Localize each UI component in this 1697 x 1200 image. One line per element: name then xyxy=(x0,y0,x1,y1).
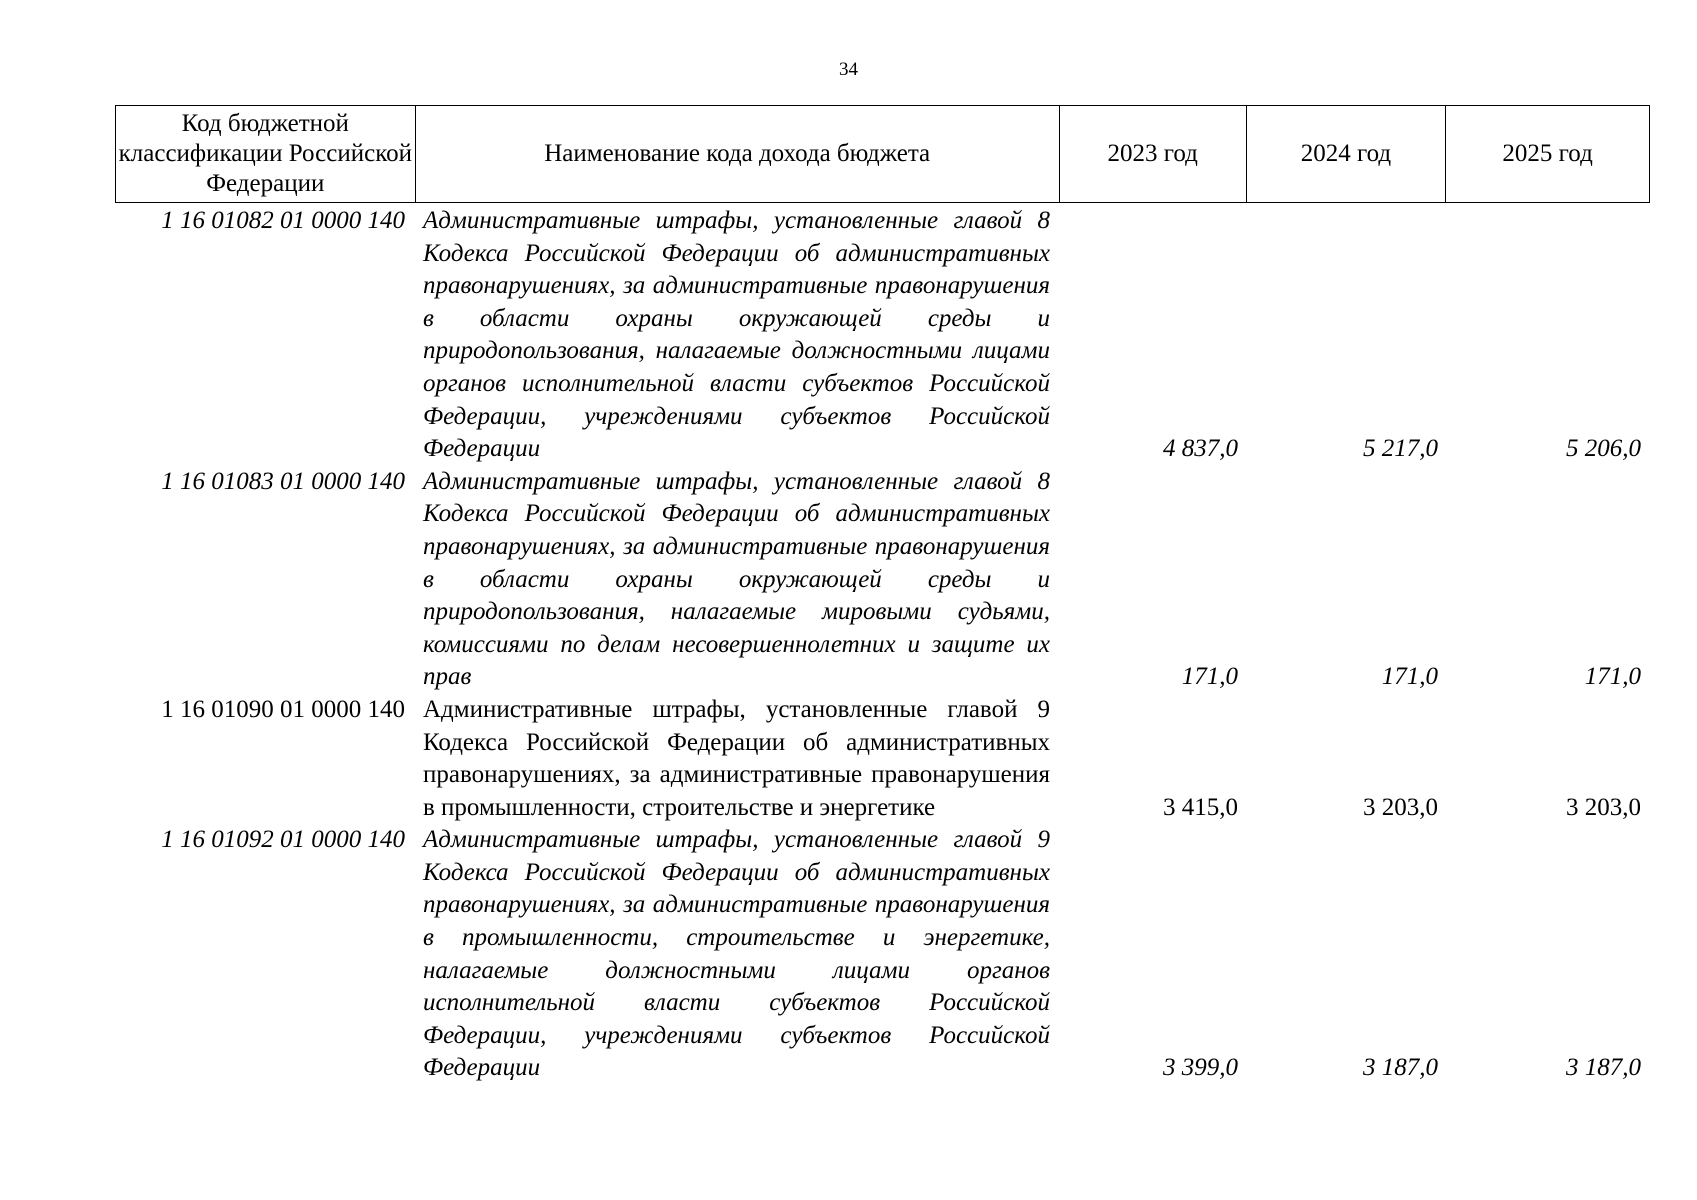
row-value-2023: 171,0 xyxy=(1181,663,1238,691)
table-row xyxy=(115,824,1650,1085)
row-code: 1 16 01090 01 0000 140 xyxy=(161,695,405,723)
table-body xyxy=(115,205,1650,1085)
header-name: Наименование кода дохода бюджета xyxy=(416,106,1060,202)
row-value-2024: 3 203,0 xyxy=(1363,793,1438,821)
row-value-2025: 171,0 xyxy=(1584,663,1641,691)
row-value-2024: 5 217,0 xyxy=(1363,435,1438,463)
header-2023: 2023 год xyxy=(1060,106,1247,202)
row-value-2024: 171,0 xyxy=(1381,663,1438,691)
header-2024: 2024 год xyxy=(1247,106,1447,202)
table-row xyxy=(115,466,1650,694)
row-value-2024: 3 187,0 xyxy=(1363,1054,1438,1082)
row-code: 1 16 01082 01 0000 140 xyxy=(161,207,405,234)
table-row xyxy=(115,694,1650,824)
row-value-2023: 3 399,0 xyxy=(1163,1054,1238,1082)
row-value-2023: 3 415,0 xyxy=(1163,793,1238,821)
row-name: Административные штрафы, установленные главой 9 Кодекса Российской Федерации об административных правонарушениях, за административные правонарушения в промышленности, строительстве и энергетике xyxy=(423,695,1050,821)
header-2025: 2025 год xyxy=(1502,140,1593,167)
row-name: Административные штрафы, установленные главой 9 Кодекса Российской Федерации об административных правонарушениях, за административные правонарушения в промышленности, строительстве и энергетике, налагаемые должностными лицами органов исполнительной власти субъектов Российской Федерации, учреждениями субъектов Российской Федерации xyxy=(423,826,1050,1082)
table-header xyxy=(115,105,1650,203)
table-row xyxy=(115,205,1650,466)
page-number: 34 xyxy=(839,59,858,80)
row-name: Административные штрафы, установленные главой 8 Кодекса Российской Федерации об административных правонарушениях, за административные правонарушения в области охраны окружающей среды и природопользования, налагаемые мировыми судьями, комиссиями по делам несовершеннолетних и защите их прав xyxy=(423,467,1050,691)
row-name: Административные штрафы, установленные главой 8 Кодекса Российской Федерации об административных правонарушениях, за административные правонарушения в области охраны окружающей среды и природопользования, налагаемые должностными лицами органов исполнительной власти субъектов Российской Федерации, учреждениями субъектов Российской Федерации xyxy=(423,207,1050,463)
row-code: 1 16 01083 01 0000 140 xyxy=(161,467,405,495)
row-code: 1 16 01092 01 0000 140 xyxy=(161,826,405,854)
row-value-2023: 4 837,0 xyxy=(1163,435,1238,463)
header-code: Код бюджетной классификации Российской Федерации xyxy=(116,106,416,202)
row-value-2025: 5 206,0 xyxy=(1566,435,1641,463)
row-value-2025: 3 187,0 xyxy=(1566,1054,1641,1082)
row-value-2025: 3 203,0 xyxy=(1566,793,1641,821)
